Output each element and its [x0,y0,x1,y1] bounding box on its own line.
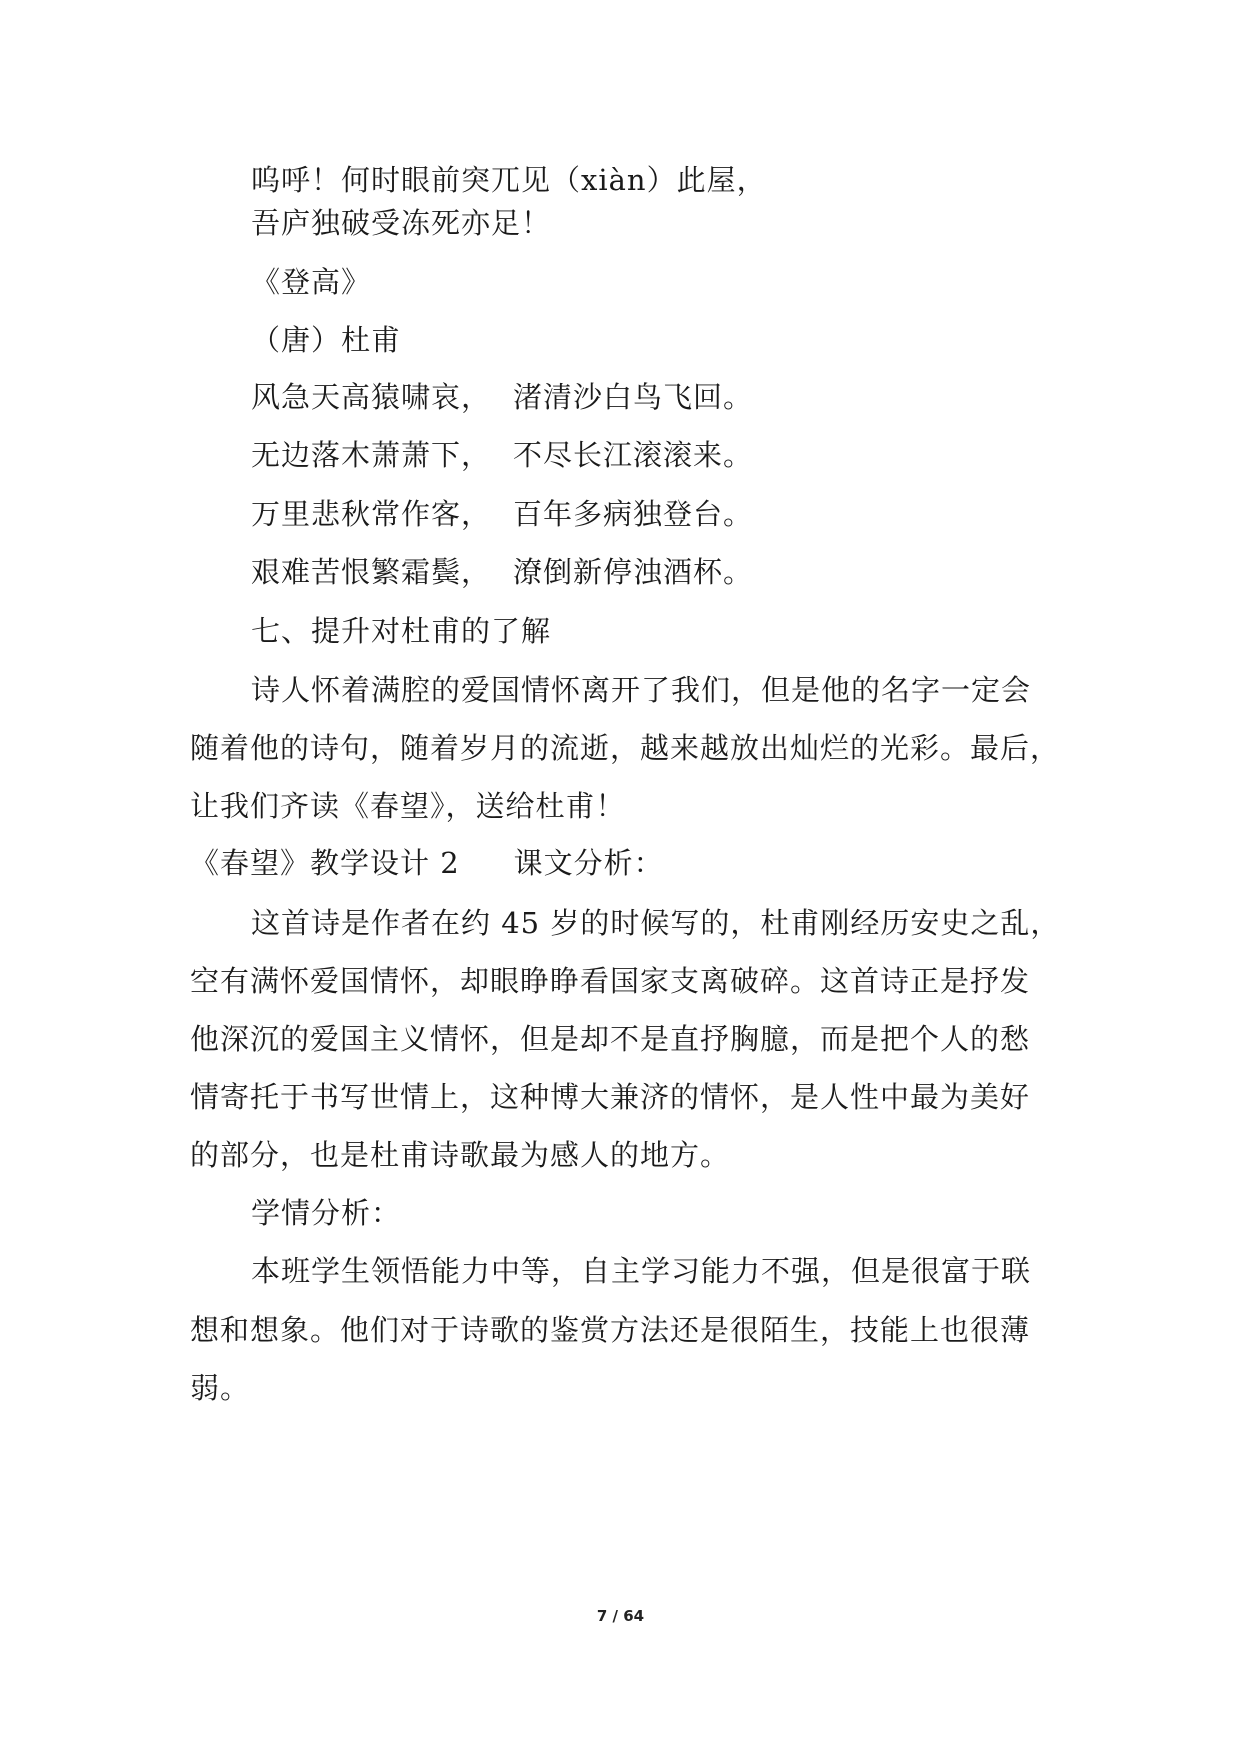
paragraph-line: 弱。 [190,1371,251,1405]
poem-line-second-half: 渚清沙白鸟飞回。 [513,380,754,414]
poem-line [251,377,753,417]
poem-line [251,435,753,475]
paragraph-line: 想和想象。他们对于诗歌的鉴赏方法还是很陌生，技能上也很薄 [190,1313,1031,1347]
paragraph-line: 空有满怀爱国情怀，却眼睁睁看国家支离破碎。这首诗正是抒发 [190,964,1031,998]
poem-line [251,552,753,592]
poem-author: （唐）杜甫 [251,323,402,357]
poem-line-first-half: 万里悲秋常作客， [251,497,492,531]
subsection-label: 学情分析： [251,1196,402,1230]
paragraph-line: 的部分，也是杜甫诗歌最为感人的地方。 [190,1138,731,1172]
paragraph-line: 诗人怀着满腔的爱国情怀离开了我们，但是他的名字一定会 [251,673,1032,707]
paragraph-line: 这首诗是作者在约 45 岁的时候写的，杜甫刚经历安史之乱， [251,906,1061,940]
poem-line-second-half: 潦倒新停浊酒杯。 [513,555,754,589]
poem-title: 《登高》 [251,265,372,299]
paragraph-line: 本班学生领悟能力中等，自主学习能力不强，但是很富于联 [251,1254,1032,1288]
poem-line-first-half: 无边落木萧萧下， [251,438,492,472]
poem-line-second-half: 百年多病独登台。 [513,497,754,531]
page-number: 7 / 64 [596,1607,645,1625]
text-line: 呜呼！何时眼前突兀见（xiàn）此屋， [251,163,767,197]
poem-line-first-half: 风急天高猿啸哀， [251,380,492,414]
poem-line-first-half: 艰难苦恨繁霜鬓， [251,555,492,589]
paragraph-line: 让我们齐读《春望》，送给杜甫！ [190,789,626,823]
paragraph-line: 他深沉的爱国主义情怀，但是却不是直抒胸臆，而是把个人的愁 [190,1022,1031,1056]
subsection-label: 课文分析： [513,846,664,880]
section-title-row [190,843,664,883]
section-heading: 七、提升对杜甫的了解 [251,614,552,648]
paragraph-line: 随着他的诗句，随着岁月的流逝，越来越放出灿烂的光彩。最后， [190,731,1061,765]
poem-line-second-half: 不尽长江滚滚来。 [513,438,754,472]
design-title: 《春望》教学设计 2 [190,846,460,880]
text-line: 吾庐独破受冻死亦足！ [251,206,552,240]
poem-line [251,494,753,534]
paragraph-line: 情寄托于书写世情上，这种博大兼济的情怀，是人性中最为美好 [190,1080,1031,1114]
